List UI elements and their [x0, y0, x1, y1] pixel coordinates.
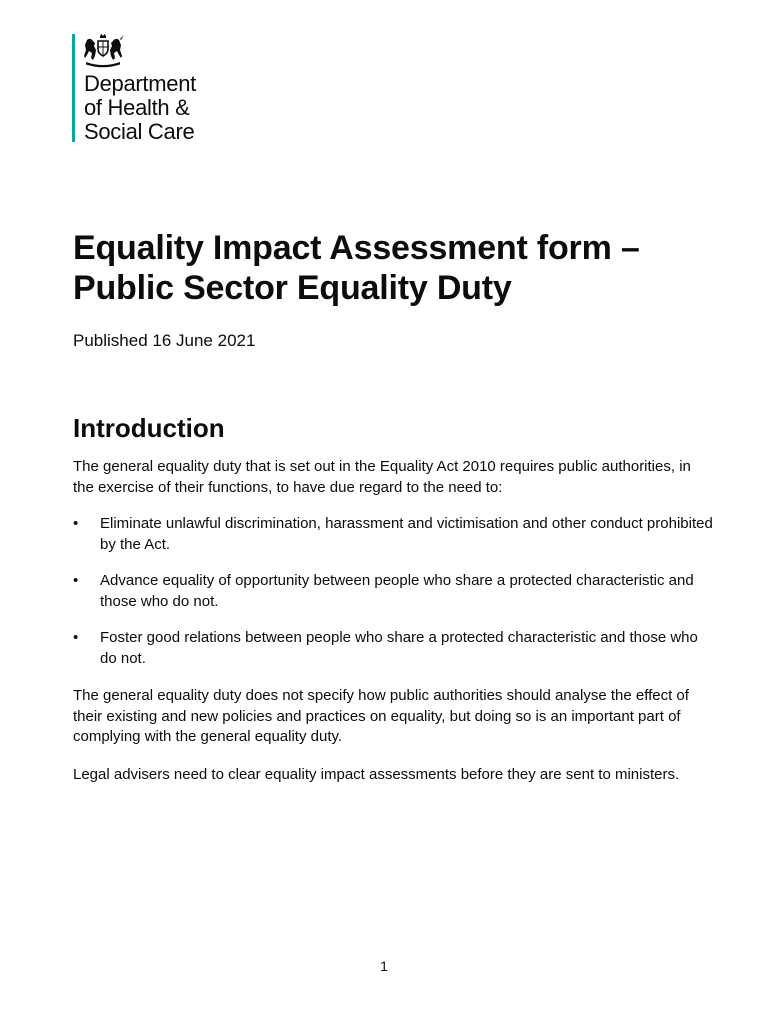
bullet-icon: •	[73, 572, 79, 589]
list-item	[73, 571, 713, 612]
list-item	[73, 514, 713, 555]
department-name	[84, 72, 196, 144]
document-title-line-1: Equality Impact Assessment form –	[73, 229, 640, 267]
section-heading-introduction: Introduction	[73, 413, 225, 443]
list-item-text: Foster good relations between people who share a protected characteristic and those who do not.	[100, 629, 698, 667]
document-title	[73, 228, 723, 308]
royal-coat-of-arms-icon	[80, 34, 126, 68]
bullet-icon: •	[73, 515, 79, 532]
department-name-line-2: of Health &	[84, 95, 190, 120]
published-date: Published 16 June 2021	[73, 331, 256, 350]
department-name-line-3: Social Care	[84, 119, 195, 144]
list-item	[73, 628, 713, 669]
intro-paragraph: The general equality duty that is set out in the Equality Act 2010 requires public authorities, in the exercise of their functions, to have due regard to the need to:	[73, 458, 691, 496]
list-item-text: Advance equality of opportunity between people who share a protected characteristic and those who do not.	[100, 572, 694, 610]
department-logo	[72, 34, 272, 146]
list-item-text: Eliminate unlawful discrimination, harassment and victimisation and other conduct prohibited by the Act.	[100, 515, 713, 553]
duty-bullet-list	[73, 514, 713, 685]
department-name-line-1: Department	[84, 71, 196, 96]
bullet-icon: •	[73, 629, 79, 646]
paragraph-2: The general equality duty does not specify how public authorities should analyse the effect of their existing and new policies and practices on equality, but doing so is an important part of complying with the general equality duty.	[73, 687, 689, 745]
logo-accent-bar	[72, 34, 75, 142]
document-title-line-2: Public Sector Equality Duty	[73, 269, 512, 307]
page-number: 1	[380, 958, 388, 974]
paragraph-3: Legal advisers need to clear equality impact assessments before they are sent to ministers.	[73, 766, 680, 783]
